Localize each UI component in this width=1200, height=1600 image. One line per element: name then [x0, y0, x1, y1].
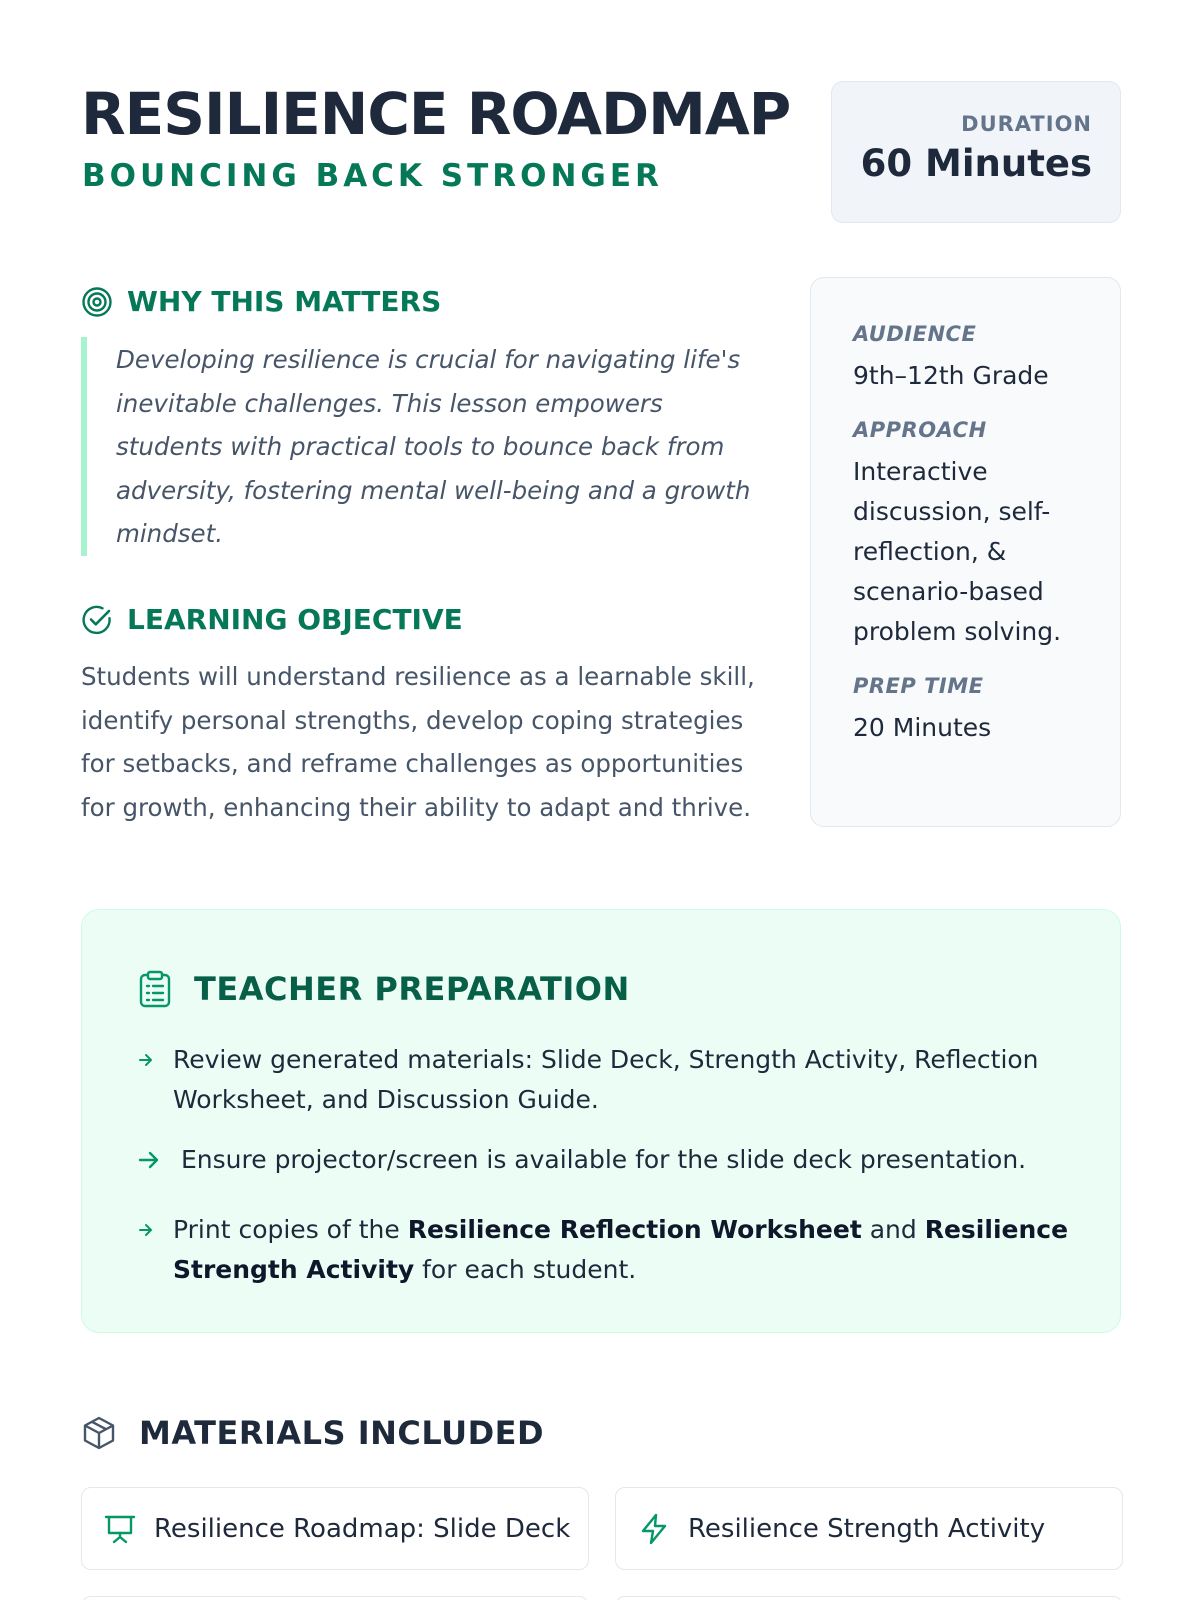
- prep-item-text: Review generated materials: Slide Deck, Strength Activity, Reflection Worksheet, and Discussion Guide.: [173, 1045, 1039, 1114]
- objective-heading: LEARNING OBJECTIVE: [127, 603, 463, 636]
- prep-item-text-part: for each student.: [414, 1255, 637, 1284]
- material-card-strength-activity[interactable]: [615, 1487, 1123, 1570]
- check-circle-icon: [81, 604, 113, 636]
- material-card-partial[interactable]: [615, 1596, 1123, 1600]
- prep-item-text-part: Print copies of the: [173, 1215, 408, 1244]
- presentation-icon: [104, 1513, 136, 1545]
- arrow-right-icon: [138, 1140, 173, 1190]
- target-icon: [81, 286, 113, 318]
- box-icon: [81, 1415, 117, 1451]
- clipboard-icon: [138, 970, 172, 1008]
- prep-time-block: [853, 674, 1100, 748]
- approach-value: Interactive discussion, self-reflection, & scenario-based problem solving.: [853, 457, 1062, 646]
- prep-heading-row: [138, 970, 630, 1008]
- page-title: RESILIENCE ROADMAP: [81, 80, 791, 148]
- list-item: [138, 1040, 1078, 1120]
- approach-block: [853, 418, 1100, 652]
- worksheet-name: Resilience Reflection Worksheet: [407, 1215, 862, 1244]
- activity-name: Resilience Strength Activity: [173, 1215, 1069, 1284]
- page-subtitle: BOUNCING BACK STRONGER: [82, 158, 663, 194]
- arrow-right-icon: [138, 1040, 173, 1090]
- why-heading-row: [81, 285, 441, 318]
- prep-item-text: [173, 1210, 1078, 1290]
- arrow-right-icon: [138, 1210, 173, 1260]
- material-card-slide-deck[interactable]: [81, 1487, 589, 1570]
- duration-value: 60 Minutes: [860, 142, 1092, 185]
- duration-label: DURATION: [961, 112, 1092, 136]
- materials-heading-row: [81, 1414, 544, 1452]
- prep-heading: TEACHER PREPARATION: [194, 970, 630, 1008]
- list-item: [138, 1210, 1078, 1290]
- audience-value: 9th–12th Grade: [853, 361, 1049, 390]
- material-card-partial[interactable]: [81, 1596, 589, 1600]
- why-text: Developing resilience is crucial for navigating life's inevitable challenges. This lesson empowers students with practical tools to bounce back from adversity, fostering mental well-being and a growth mindset.: [81, 337, 761, 556]
- material-label: Resilience Strength Activity: [688, 1513, 1046, 1544]
- materials-heading: MATERIALS INCLUDED: [139, 1414, 545, 1452]
- lightning-icon: [638, 1513, 670, 1545]
- objective-heading-row: [81, 603, 463, 636]
- audience-block: [853, 322, 1100, 396]
- prep-time-label: PREP TIME: [853, 674, 984, 698]
- prep-list: [138, 1040, 1078, 1310]
- prep-item-text-part: and: [861, 1215, 925, 1244]
- list-item: [138, 1140, 1078, 1190]
- objective-text: Students will understand resilience as a learnable skill, identify personal strengths, develop coping strategies for setbacks, and reframe challenges as opportunities for growth, enhancing their ability to adapt and thrive.: [81, 662, 755, 822]
- duration-card: [831, 81, 1121, 223]
- material-label: Resilience Roadmap: Slide Deck: [154, 1513, 571, 1544]
- lesson-info-card: [810, 277, 1121, 827]
- why-heading: WHY THIS MATTERS: [127, 285, 442, 318]
- audience-label: AUDIENCE: [853, 322, 977, 346]
- prep-time-value: 20 Minutes: [853, 713, 992, 742]
- prep-item-text: Ensure projector/screen is available for the slide deck presentation.: [181, 1145, 1027, 1174]
- teacher-preparation-panel: [81, 909, 1121, 1333]
- approach-label: APPROACH: [853, 418, 987, 442]
